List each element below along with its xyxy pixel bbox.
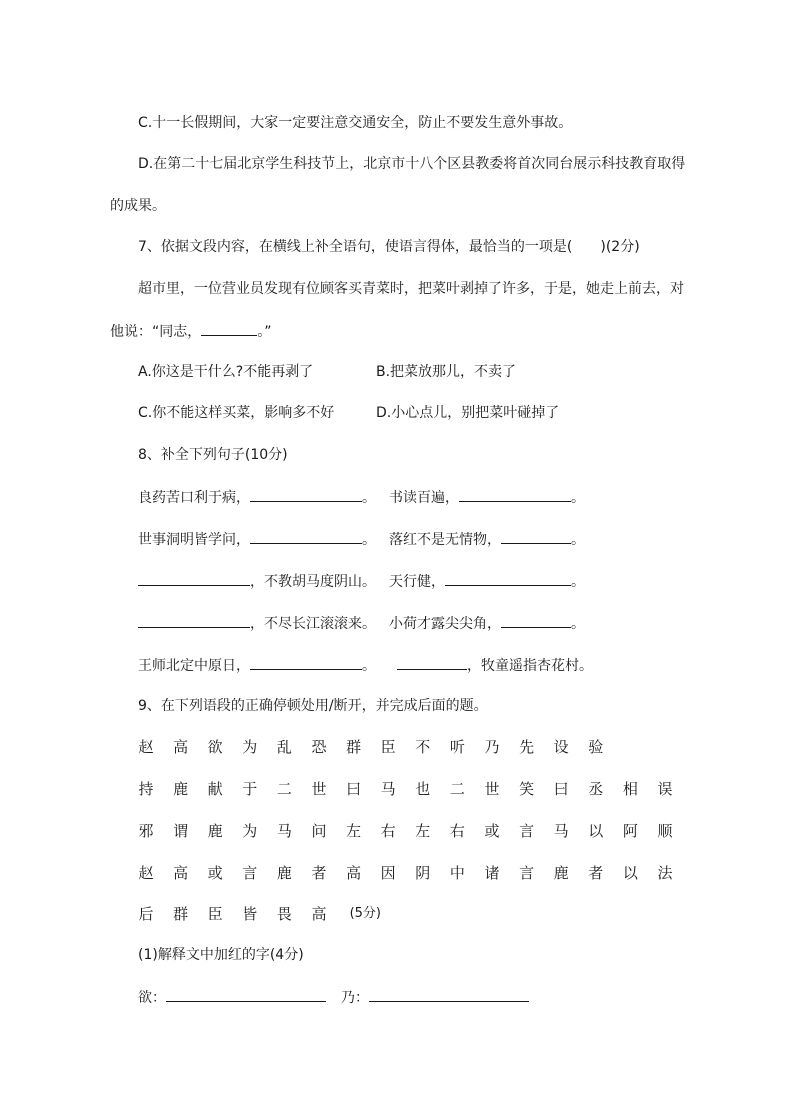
- grid-char: 诸: [484, 864, 500, 882]
- grid-char: 笑: [519, 780, 535, 798]
- grid-char: 者: [311, 864, 327, 882]
- fill-left-end: 。: [362, 490, 376, 506]
- grid-char: 鹿: [207, 822, 223, 840]
- grid-char: 世: [311, 780, 327, 798]
- grid-char: 曰: [553, 780, 569, 798]
- grid-char: 于: [242, 780, 258, 798]
- fill-left-text: 王师北定中原日，: [138, 658, 250, 674]
- grid-char: 因: [380, 864, 396, 882]
- fill-blank[interactable]: [250, 529, 362, 544]
- fill-blank[interactable]: [250, 487, 362, 502]
- grid-char: 不: [415, 738, 431, 756]
- yu-answer-blank[interactable]: [166, 987, 326, 1002]
- grid-char: 言: [519, 822, 535, 840]
- grid-char: 鹿: [173, 780, 189, 798]
- grid-char: 法: [657, 864, 673, 882]
- grid-char: 高: [311, 905, 327, 923]
- grid-char: 以: [622, 864, 638, 882]
- yu-label: 欲：: [138, 990, 166, 1006]
- grid-char: 顺: [657, 822, 673, 840]
- grid-char: 马: [276, 822, 292, 840]
- fill-blank[interactable]: [445, 571, 571, 586]
- grid-char: 言: [242, 864, 258, 882]
- sub-question-1: (1)解释文中加红的字(4分): [138, 947, 304, 963]
- grid-char: 乃: [484, 738, 500, 756]
- grid-char: 丞: [588, 780, 604, 798]
- nai-label: 乃：: [341, 990, 369, 1006]
- fill-row: [138, 487, 376, 508]
- q7-option-c: C.你不能这样买菜，影响多不好: [138, 405, 335, 421]
- fill-right-end: ，牧童遥指杏花村。: [467, 658, 593, 674]
- question-8: 8、补全下列句子(10分): [138, 447, 288, 463]
- grid-char: 世: [484, 780, 500, 798]
- fill-left-end: ，不教胡马度阴山。: [250, 574, 376, 590]
- fill-right-end: 。: [571, 532, 585, 548]
- fill-left-end: 。: [362, 658, 376, 674]
- grid-char: 献: [207, 780, 223, 798]
- grid-char: 高: [346, 864, 362, 882]
- q7-option-a: A.你这是干什么?不能再剥了: [138, 364, 314, 380]
- fill-row: [389, 571, 585, 592]
- grid-char: 臣: [207, 905, 223, 923]
- q7-passage-prefix: 他说：“同志，: [110, 324, 202, 340]
- grid-char: 邪: [138, 822, 154, 840]
- grid-char: 误: [657, 780, 673, 798]
- grid-char: 臣: [380, 738, 396, 756]
- grid-char: 曰: [346, 780, 362, 798]
- option-c: C.十一长假期间，大家一定要注意交通安全，防止不要发生意外事故。: [138, 115, 573, 131]
- grid-score: (5分): [349, 906, 382, 921]
- q7-passage-line2: [110, 321, 272, 342]
- grid-char: 听: [449, 738, 465, 756]
- fill-row: [138, 613, 376, 634]
- grid-char: 也: [415, 780, 431, 798]
- answer-line-nai: [341, 987, 529, 1008]
- fill-left-end: 。: [362, 532, 376, 548]
- q7-passage-suffix: 。”: [257, 324, 272, 340]
- fill-right-text: 天行健，: [389, 574, 445, 590]
- grid-char: 或: [207, 864, 223, 882]
- fill-row: [138, 655, 376, 676]
- fill-row: [138, 571, 376, 592]
- grid-char: 为: [242, 822, 258, 840]
- grid-char: 赵: [138, 738, 154, 756]
- fill-blank[interactable]: [138, 613, 250, 628]
- grid-char: 先: [519, 738, 535, 756]
- fill-left-text: 世事洞明皆学问，: [138, 532, 250, 548]
- grid-char: 鹿: [553, 864, 569, 882]
- fill-blank[interactable]: [501, 613, 571, 628]
- fill-blank[interactable]: [250, 655, 362, 670]
- q7-option-b: B.把菜放那儿，不卖了: [376, 364, 517, 380]
- grid-char: 阴: [415, 864, 431, 882]
- option-d-line1: D.在第二十七届北京学生科技节上，北京市十八个区县教委将首次同台展示科技教育取得: [138, 156, 686, 172]
- option-d-line2: 的成果。: [110, 198, 166, 214]
- grid-char: 群: [173, 905, 189, 923]
- grid-char: 持: [138, 780, 154, 798]
- fill-right-text: 书读百遍，: [389, 490, 459, 506]
- question-7: 7、依据文段内容，在横线上补全语句，使语言得体，最恰当的一项是( )(2分): [138, 239, 640, 255]
- grid-char: 阿: [622, 822, 638, 840]
- grid-char: 二: [449, 780, 465, 798]
- grid-char: 问: [311, 822, 327, 840]
- grid-char: 右: [449, 822, 465, 840]
- grid-char: 相: [622, 780, 638, 798]
- fill-row: [138, 529, 376, 550]
- fill-blank[interactable]: [459, 487, 571, 502]
- grid-char: 者: [588, 864, 604, 882]
- fill-row: [397, 655, 593, 676]
- grid-char: 高: [173, 738, 189, 756]
- fill-right-end: 。: [571, 616, 585, 632]
- fill-row: [389, 613, 585, 634]
- grid-char: 乱: [276, 738, 292, 756]
- grid-char: 畏: [276, 905, 292, 923]
- grid-char: 高: [173, 864, 189, 882]
- fill-blank[interactable]: [501, 529, 571, 544]
- grid-char: 设: [553, 738, 569, 756]
- grid-char: 或: [484, 822, 500, 840]
- question-9: 9、在下列语段的正确停顿处用/断开，并完成后面的题。: [138, 698, 488, 714]
- grid-char: 二: [276, 780, 292, 798]
- grid-char: 欲: [207, 738, 223, 756]
- q7-passage-line1: 超市里，一位营业员发现有位顾客买青菜时，把菜叶剥掉了许多，于是，她走上前去，对: [138, 281, 684, 297]
- fill-left-end: ，不尽长江滚滚来。: [250, 616, 376, 632]
- fill-right-text: 小荷才露尖尖角，: [389, 616, 501, 632]
- grid-char: 以: [588, 822, 604, 840]
- grid-char: 验: [588, 738, 604, 756]
- fill-blank[interactable]: [138, 571, 250, 586]
- grid-char: 言: [519, 864, 535, 882]
- answer-line-yu: [138, 987, 326, 1008]
- fill-right-end: 。: [571, 490, 585, 506]
- grid-char: 马: [553, 822, 569, 840]
- grid-char: 恐: [311, 738, 327, 756]
- fill-row: [389, 529, 585, 550]
- grid-char: 左: [346, 822, 362, 840]
- grid-char: 群: [346, 738, 362, 756]
- fill-row: [389, 487, 585, 508]
- grid-char: 鹿: [276, 864, 292, 882]
- grid-char: 左: [415, 822, 431, 840]
- fill-right-end: 。: [571, 574, 585, 590]
- grid-char: 为: [242, 738, 258, 756]
- q7-answer-blank[interactable]: [201, 321, 257, 336]
- grid-char: 赵: [138, 864, 154, 882]
- fill-blank[interactable]: [397, 655, 467, 670]
- fill-right-text: 落红不是无情物，: [389, 532, 501, 548]
- fill-left-text: 良药苦口利于病，: [138, 490, 250, 506]
- grid-char: 马: [380, 780, 396, 798]
- grid-char: 后: [138, 905, 154, 923]
- nai-answer-blank[interactable]: [369, 987, 529, 1002]
- grid-char: 皆: [242, 905, 258, 923]
- q7-option-d: D.小心点儿，别把菜叶碰掉了: [376, 405, 560, 421]
- grid-char: 谓: [173, 822, 189, 840]
- grid-char: 中: [449, 864, 465, 882]
- grid-char: 右: [380, 822, 396, 840]
